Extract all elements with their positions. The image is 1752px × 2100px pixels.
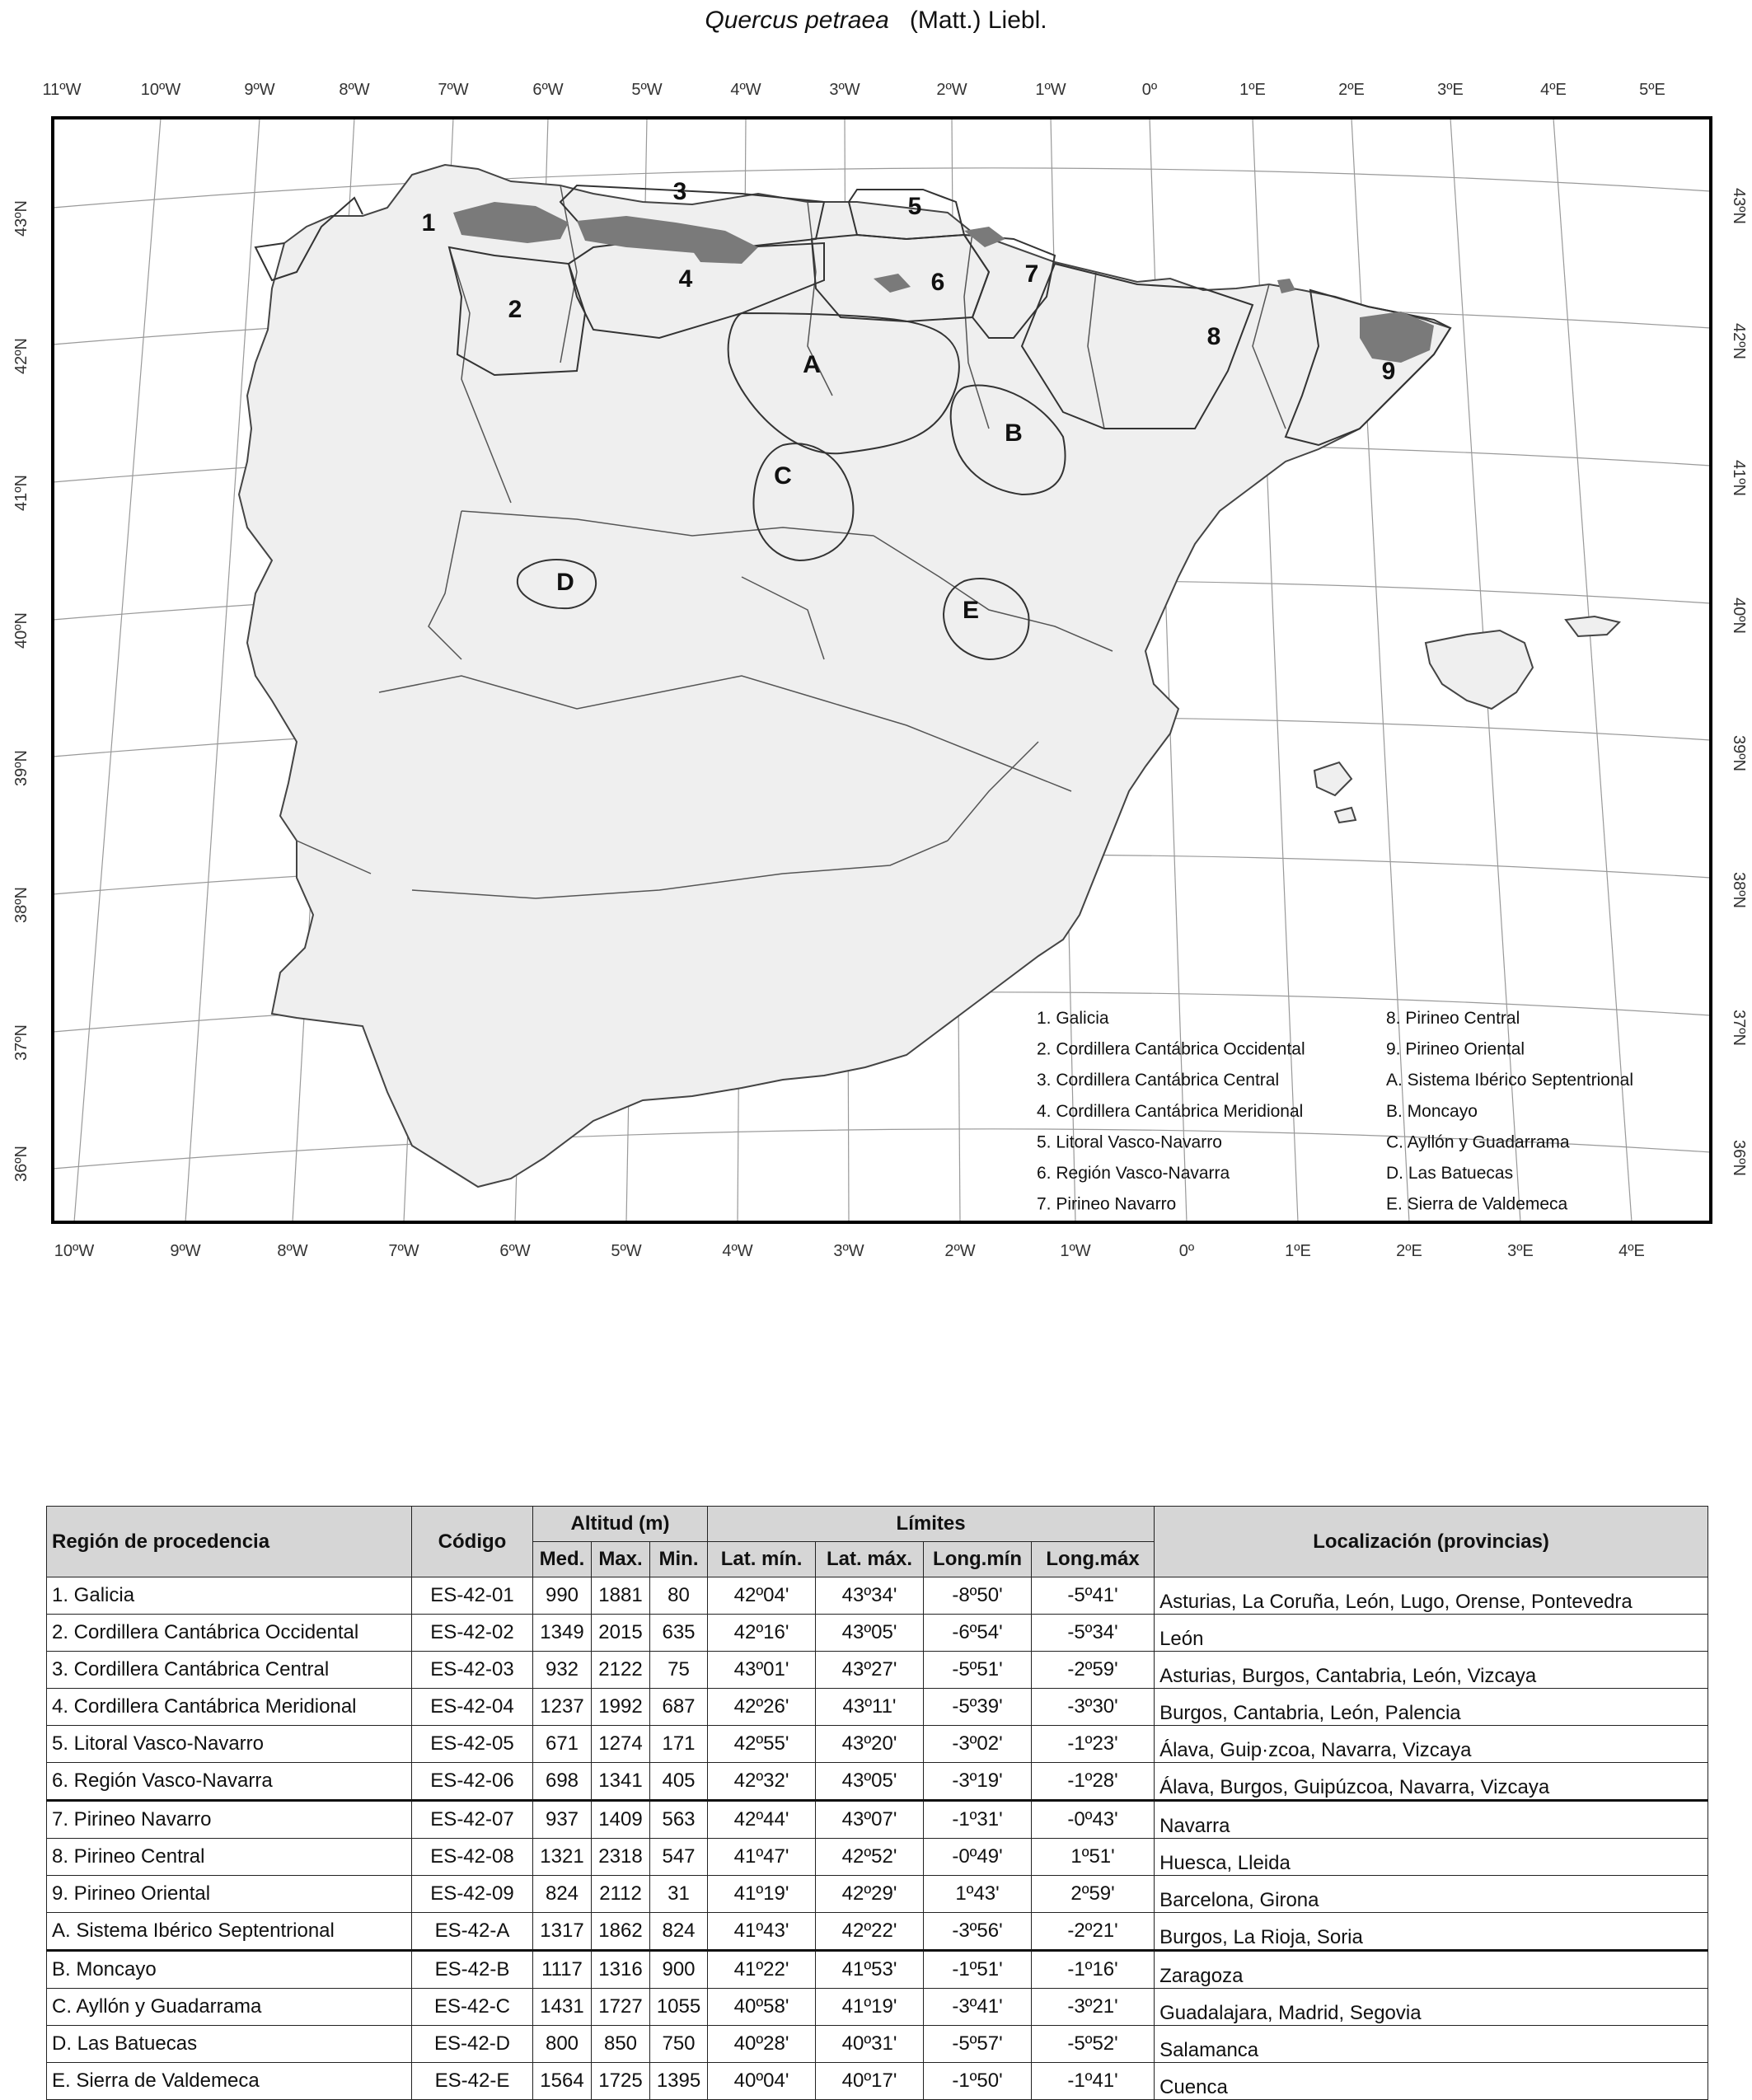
cell-region: 3. Cordillera Cantábrica Central — [47, 1652, 412, 1689]
table-row — [47, 1839, 1708, 1876]
cell-lat-min: 42º55' — [708, 1726, 816, 1763]
cell-location: Cuenca — [1155, 2063, 1708, 2100]
cell-long-max: -1º16' — [1032, 1951, 1155, 1989]
cell-alt-med: 990 — [533, 1577, 592, 1615]
cell-region: B. Moncayo — [47, 1951, 412, 1989]
cell-alt-min: 547 — [650, 1839, 708, 1876]
cell-location: Álava, Burgos, Guipúzcoa, Navarra, Vizcaya — [1155, 1763, 1708, 1801]
bottom-longitude-label: 4ºE — [1618, 1242, 1645, 1260]
legend-item: 2. Cordillera Cantábrica Occidental — [1037, 1039, 1305, 1059]
legend-item: 6. Región Vasco-Navarra — [1037, 1164, 1230, 1183]
cell-region: 1. Galicia — [47, 1577, 412, 1615]
table-row — [47, 1989, 1708, 2026]
cell-region: E. Sierra de Valdemeca — [47, 2063, 412, 2100]
right-latitude-label: 42ºN — [1730, 323, 1748, 359]
cell-lat-min: 42º16' — [708, 1615, 816, 1652]
cell-location: Barcelona, Girona — [1155, 1876, 1708, 1913]
table-row — [47, 1689, 1708, 1726]
island-mallorca — [1426, 630, 1533, 709]
cell-alt-max: 850 — [592, 2026, 650, 2063]
cell-alt-med: 698 — [533, 1763, 592, 1801]
cell-lat-min: 40º58' — [708, 1989, 816, 2026]
cell-alt-min: 750 — [650, 2026, 708, 2063]
island-ibiza — [1314, 762, 1351, 795]
cell-location: Asturias, La Coruña, León, Lugo, Orense, Pontevedra — [1155, 1577, 1708, 1615]
cell-alt-max: 1409 — [592, 1801, 650, 1839]
top-longitude-label: 1ºW — [1035, 81, 1066, 99]
cell-lat-max: 40º31' — [816, 2026, 924, 2063]
left-latitude-label: 43ºN — [12, 200, 30, 237]
top-longitude-label: 2ºW — [936, 81, 967, 99]
header-limits: Límites — [708, 1507, 1155, 1542]
cell-long-min: -1º50' — [924, 2063, 1032, 2100]
bottom-longitude-label: 1ºE — [1285, 1242, 1311, 1260]
cell-location: Burgos, La Rioja, Soria — [1155, 1913, 1708, 1951]
cell-lat-max: 43º11' — [816, 1689, 924, 1726]
cell-code: ES-42-03 — [412, 1652, 533, 1689]
cell-lat-max: 42º52' — [816, 1839, 924, 1876]
region-label-E: E — [962, 597, 980, 624]
cell-alt-max: 1862 — [592, 1913, 650, 1951]
table-row — [47, 1801, 1708, 1839]
top-longitude-label: 4ºW — [730, 81, 761, 99]
cell-lat-max: 41º53' — [816, 1951, 924, 1989]
table-row — [47, 1577, 1708, 1615]
top-longitude-label: 11ºW — [42, 81, 82, 99]
bottom-longitude-label: 1ºW — [1060, 1242, 1091, 1260]
island-formentera — [1335, 808, 1356, 823]
cell-alt-max: 1725 — [592, 2063, 650, 2100]
cell-code: ES-42-E — [412, 2063, 533, 2100]
cell-long-min: -5º39' — [924, 1689, 1032, 1726]
cell-alt-max: 1727 — [592, 1989, 650, 2026]
cell-location: Guadalajara, Madrid, Segovia — [1155, 1989, 1708, 2026]
cell-alt-min: 563 — [650, 1801, 708, 1839]
header-lat-min: Lat. mín. — [708, 1542, 816, 1577]
cell-alt-min: 75 — [650, 1652, 708, 1689]
header-med: Med. — [533, 1542, 592, 1577]
header-max: Max. — [592, 1542, 650, 1577]
region-label-A: A — [803, 351, 821, 378]
table-row — [47, 1726, 1708, 1763]
top-longitude-label: 6ºW — [532, 81, 564, 99]
cell-lat-max: 42º29' — [816, 1876, 924, 1913]
cell-lat-min: 40º28' — [708, 2026, 816, 2063]
table-body — [47, 1577, 1708, 2100]
cell-alt-med: 937 — [533, 1801, 592, 1839]
cell-region: 7. Pirineo Navarro — [47, 1801, 412, 1839]
cell-region: 4. Cordillera Cantábrica Meridional — [47, 1689, 412, 1726]
cell-lat-min: 41º43' — [708, 1913, 816, 1951]
cell-location: Salamanca — [1155, 2026, 1708, 2063]
cell-region: A. Sistema Ibérico Septentrional — [47, 1913, 412, 1951]
cell-long-min: -3º56' — [924, 1913, 1032, 1951]
left-latitude-label: 37ºN — [12, 1024, 30, 1061]
cell-alt-med: 1321 — [533, 1839, 592, 1876]
legend-item: E. Sierra de Valdemeca — [1386, 1194, 1568, 1214]
cell-code: ES-42-D — [412, 2026, 533, 2063]
cell-alt-max: 1341 — [592, 1763, 650, 1801]
legend-item: 1. Galicia — [1037, 1009, 1109, 1028]
left-latitude-label: 42ºN — [12, 338, 30, 374]
bottom-longitude-label: 8ºW — [277, 1242, 308, 1260]
cell-lat-max: 43º27' — [816, 1652, 924, 1689]
top-longitude-label: 4ºE — [1540, 81, 1567, 99]
cell-long-max: -3º21' — [1032, 1989, 1155, 2026]
region-label-1: 1 — [421, 209, 436, 237]
bottom-longitude-label: 7ºW — [388, 1242, 419, 1260]
bottom-longitude-label: 5ºW — [611, 1242, 642, 1260]
cell-long-max: 1º51' — [1032, 1839, 1155, 1876]
top-longitude-label: 2ºE — [1338, 81, 1365, 99]
cell-code: ES-42-C — [412, 1989, 533, 2026]
top-longitude-label: 5ºW — [631, 81, 663, 99]
header-min: Min. — [650, 1542, 708, 1577]
bottom-longitude-labels — [54, 1242, 1645, 1260]
map-legend — [1037, 1009, 1633, 1214]
table-row — [47, 1615, 1708, 1652]
table-row — [47, 1876, 1708, 1913]
cell-lat-min: 42º32' — [708, 1763, 816, 1801]
cell-alt-med: 1349 — [533, 1615, 592, 1652]
table-row — [47, 2026, 1708, 2063]
header-code: Código — [412, 1507, 533, 1577]
cell-lat-max: 43º20' — [816, 1726, 924, 1763]
cell-long-max: -3º30' — [1032, 1689, 1155, 1726]
table-row — [47, 1652, 1708, 1689]
cell-location: Huesca, Lleida — [1155, 1839, 1708, 1876]
cell-alt-med: 671 — [533, 1726, 592, 1763]
cell-alt-min: 80 — [650, 1577, 708, 1615]
cell-location: Navarra — [1155, 1801, 1708, 1839]
legend-item: 8. Pirineo Central — [1386, 1009, 1520, 1028]
cell-lat-min: 40º04' — [708, 2063, 816, 2100]
cell-alt-med: 1431 — [533, 1989, 592, 2026]
cell-lat-min: 41º47' — [708, 1839, 816, 1876]
cell-alt-min: 824 — [650, 1913, 708, 1951]
region-label-D: D — [556, 569, 574, 596]
legend-item: 5. Litoral Vasco-Navarro — [1037, 1132, 1222, 1152]
cell-long-max: -0º43' — [1032, 1801, 1155, 1839]
cell-long-min: -8º50' — [924, 1577, 1032, 1615]
right-latitude-label: 41ºN — [1730, 460, 1748, 496]
top-longitude-label: 3ºE — [1437, 81, 1464, 99]
cell-code: ES-42-06 — [412, 1763, 533, 1801]
left-latitude-label: 40ºN — [12, 612, 30, 649]
right-latitude-label: 38ºN — [1730, 872, 1748, 908]
cell-alt-med: 824 — [533, 1876, 592, 1913]
cell-region: 6. Región Vasco-Navarra — [47, 1763, 412, 1801]
left-latitude-label: 39ºN — [12, 750, 30, 786]
cell-region: 5. Litoral Vasco-Navarro — [47, 1726, 412, 1763]
cell-alt-med: 1317 — [533, 1913, 592, 1951]
cell-lat-min: 42º04' — [708, 1577, 816, 1615]
cell-alt-med: 1564 — [533, 2063, 592, 2100]
top-longitude-label: 1ºE — [1239, 81, 1266, 99]
meridian-line — [74, 118, 161, 1222]
cell-long-max: -5º41' — [1032, 1577, 1155, 1615]
bottom-longitude-label: 2ºE — [1396, 1242, 1422, 1260]
cell-long-min: -6º54' — [924, 1615, 1032, 1652]
header-lat-max: Lat. máx. — [816, 1542, 924, 1577]
cell-code: ES-42-04 — [412, 1689, 533, 1726]
header-long-max: Long.máx — [1032, 1542, 1155, 1577]
region-label-7: 7 — [1024, 260, 1039, 288]
legend-item: 4. Cordillera Cantábrica Meridional — [1037, 1101, 1304, 1121]
bottom-longitude-label: 3ºW — [833, 1242, 864, 1260]
cell-alt-max: 1992 — [592, 1689, 650, 1726]
species-author: (Matt.) Liebl. — [909, 7, 1047, 34]
top-longitude-label: 10ºW — [140, 81, 181, 99]
cell-lat-max: 43º05' — [816, 1763, 924, 1801]
cell-long-min: -1º51' — [924, 1951, 1032, 1989]
cell-alt-med: 800 — [533, 2026, 592, 2063]
species-name: Quercus petraea — [705, 7, 889, 34]
bottom-longitude-label: 4ºW — [722, 1242, 753, 1260]
right-latitude-label: 39ºN — [1730, 735, 1748, 771]
cell-alt-min: 900 — [650, 1951, 708, 1989]
region-label-2: 2 — [508, 296, 522, 323]
cell-location: Burgos, Cantabria, León, Palencia — [1155, 1689, 1708, 1726]
top-longitude-label: 3ºW — [829, 81, 860, 99]
cell-code: ES-42-08 — [412, 1839, 533, 1876]
cell-long-min: -5º51' — [924, 1652, 1032, 1689]
cell-alt-max: 1316 — [592, 1951, 650, 1989]
legend-item: 7. Pirineo Navarro — [1037, 1194, 1177, 1214]
top-longitude-label: 0º — [1141, 81, 1158, 99]
cell-alt-max: 2112 — [592, 1876, 650, 1913]
cell-lat-max: 43º07' — [816, 1801, 924, 1839]
cell-lat-max: 43º05' — [816, 1615, 924, 1652]
top-longitude-labels — [43, 81, 1665, 99]
cell-long-min: -1º31' — [924, 1801, 1032, 1839]
cell-lat-min: 43º01' — [708, 1652, 816, 1689]
region-label-5: 5 — [907, 193, 922, 220]
cell-alt-max: 1881 — [592, 1577, 650, 1615]
right-latitude-label: 40ºN — [1730, 598, 1748, 634]
table-row — [47, 2063, 1708, 2100]
cell-long-max: -1º23' — [1032, 1726, 1155, 1763]
cell-alt-min: 1395 — [650, 2063, 708, 2100]
cell-lat-min: 42º26' — [708, 1689, 816, 1726]
provenance-table-container — [46, 1506, 1707, 2100]
region-label-3: 3 — [672, 178, 687, 205]
meridian-line — [185, 118, 260, 1222]
cell-lat-min: 42º44' — [708, 1801, 816, 1839]
top-longitude-label: 7ºW — [438, 81, 469, 99]
provenance-table — [46, 1506, 1708, 2100]
region-label-C: C — [774, 462, 792, 490]
cell-alt-min: 635 — [650, 1615, 708, 1652]
legend-item: 9. Pirineo Oriental — [1386, 1039, 1525, 1059]
legend-item: C. Ayllón y Guadarrama — [1386, 1132, 1570, 1152]
right-latitude-label: 37ºN — [1730, 1010, 1748, 1046]
cell-long-max: -2º59' — [1032, 1652, 1155, 1689]
cell-location: Zaragoza — [1155, 1951, 1708, 1989]
cell-lat-max: 42º22' — [816, 1913, 924, 1951]
cell-long-min: -5º57' — [924, 2026, 1032, 2063]
cell-alt-max: 2015 — [592, 1615, 650, 1652]
cell-alt-min: 405 — [650, 1763, 708, 1801]
cell-location: Asturias, Burgos, Cantabria, León, Vizcaya — [1155, 1652, 1708, 1689]
header-location: Localización (provincias) — [1155, 1507, 1708, 1577]
table-row — [47, 1951, 1708, 1989]
cell-code: ES-42-05 — [412, 1726, 533, 1763]
cell-lat-min: 41º19' — [708, 1876, 816, 1913]
cell-long-max: 2º59' — [1032, 1876, 1155, 1913]
table-row — [47, 1763, 1708, 1801]
bottom-longitude-label: 10ºW — [54, 1242, 95, 1260]
table-row — [47, 1913, 1708, 1951]
header-long-min: Long.mín — [924, 1542, 1032, 1577]
region-label-8: 8 — [1206, 323, 1221, 350]
cell-long-min: -3º19' — [924, 1763, 1032, 1801]
cell-location: León — [1155, 1615, 1708, 1652]
top-longitude-label: 8ºW — [339, 81, 370, 99]
bottom-longitude-label: 0º — [1178, 1242, 1195, 1260]
cell-alt-min: 31 — [650, 1876, 708, 1913]
cell-region: 8. Pirineo Central — [47, 1839, 412, 1876]
meridian-line — [1553, 118, 1632, 1222]
cell-alt-med: 932 — [533, 1652, 592, 1689]
island-menorca — [1566, 616, 1619, 636]
left-latitude-labels — [12, 200, 30, 1182]
cell-code: ES-42-07 — [412, 1801, 533, 1839]
region-label-6: 6 — [930, 269, 945, 296]
top-longitude-label: 9ºW — [244, 81, 275, 99]
top-longitude-label: 5ºE — [1639, 81, 1665, 99]
parallel-line — [53, 168, 1711, 208]
cell-long-min: -3º02' — [924, 1726, 1032, 1763]
cell-lat-min: 41º22' — [708, 1951, 816, 1989]
cell-alt-max: 2122 — [592, 1652, 650, 1689]
cell-code: ES-42-09 — [412, 1876, 533, 1913]
cell-code: ES-42-01 — [412, 1577, 533, 1615]
cell-alt-min: 687 — [650, 1689, 708, 1726]
cell-long-max: -5º52' — [1032, 2026, 1155, 2063]
cell-code: ES-42-A — [412, 1913, 533, 1951]
cell-alt-min: 171 — [650, 1726, 708, 1763]
bottom-longitude-label: 3ºE — [1507, 1242, 1534, 1260]
header-region: Región de procedencia — [47, 1507, 412, 1577]
left-latitude-label: 41ºN — [12, 475, 30, 511]
right-latitude-label: 43ºN — [1730, 188, 1748, 224]
cell-alt-max: 1274 — [592, 1726, 650, 1763]
right-latitude-label: 36ºN — [1730, 1140, 1748, 1176]
legend-item: A. Sistema Ibérico Septentrional — [1386, 1071, 1633, 1090]
cell-code: ES-42-02 — [412, 1615, 533, 1652]
cell-long-max: -2º21' — [1032, 1913, 1155, 1951]
cell-alt-med: 1117 — [533, 1951, 592, 1989]
cell-lat-max: 41º19' — [816, 1989, 924, 2026]
region-label-9: 9 — [1381, 358, 1396, 385]
legend-item: 3. Cordillera Cantábrica Central — [1037, 1071, 1280, 1090]
cell-region: D. Las Batuecas — [47, 2026, 412, 2063]
cell-long-min: 1º43' — [924, 1876, 1032, 1913]
bottom-longitude-label: 9ºW — [170, 1242, 201, 1260]
cell-long-max: -1º28' — [1032, 1763, 1155, 1801]
right-latitude-labels — [1730, 188, 1748, 1176]
header-altitude: Altitud (m) — [533, 1507, 708, 1542]
cell-region: C. Ayllón y Guadarrama — [47, 1989, 412, 2026]
left-latitude-label: 36ºN — [12, 1146, 30, 1182]
bottom-longitude-label: 6ºW — [499, 1242, 531, 1260]
region-label-4: 4 — [678, 265, 693, 293]
cell-long-max: -1º41' — [1032, 2063, 1155, 2100]
region-label-B: B — [1005, 420, 1023, 447]
cell-code: ES-42-B — [412, 1951, 533, 1989]
cell-lat-max: 40º17' — [816, 2063, 924, 2100]
cell-long-min: -0º49' — [924, 1839, 1032, 1876]
bottom-longitude-label: 2ºW — [944, 1242, 976, 1260]
cell-long-min: -3º41' — [924, 1989, 1032, 2026]
cell-alt-med: 1237 — [533, 1689, 592, 1726]
cell-alt-max: 2318 — [592, 1839, 650, 1876]
legend-item: B. Moncayo — [1386, 1101, 1478, 1121]
cell-location: Álava, Guip·zcoa, Navarra, Vizcaya — [1155, 1726, 1708, 1763]
left-latitude-label: 38ºN — [12, 887, 30, 923]
cell-region: 9. Pirineo Oriental — [47, 1876, 412, 1913]
cell-lat-max: 43º34' — [816, 1577, 924, 1615]
cell-alt-min: 1055 — [650, 1989, 708, 2026]
legend-item: D. Las Batuecas — [1386, 1164, 1514, 1183]
cell-long-max: -5º34' — [1032, 1615, 1155, 1652]
cell-region: 2. Cordillera Cantábrica Occidental — [47, 1615, 412, 1652]
